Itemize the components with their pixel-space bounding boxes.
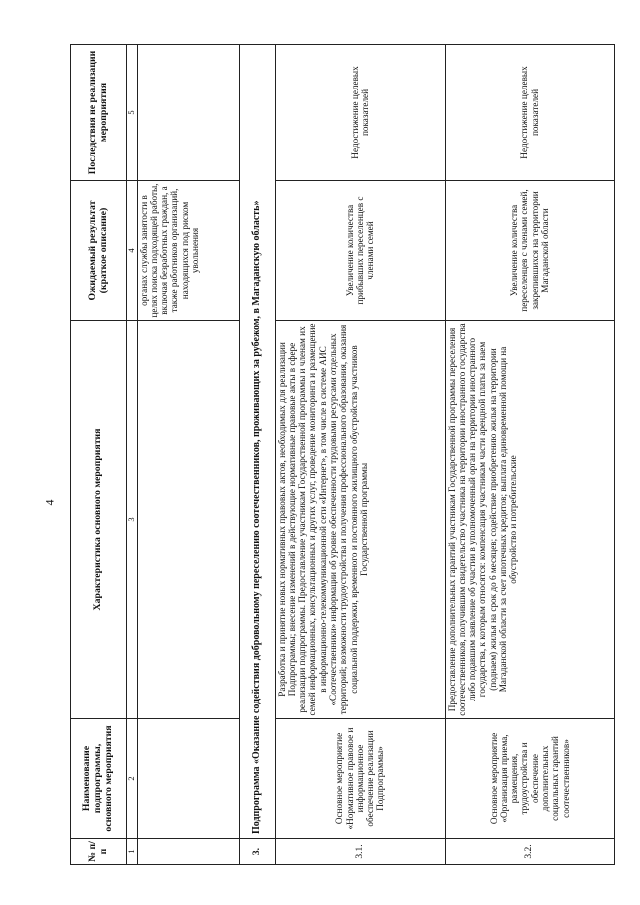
table-row <box>275 45 445 865</box>
rotated-table-container <box>70 45 615 865</box>
col-number: 5 <box>127 45 138 181</box>
table-header-row <box>71 45 127 865</box>
carry-result-cell: органах службы занятости в целях поиска подходящей работы, включая безработных граждан, а также работников организаций, находящихся под риском увольнения <box>137 181 239 321</box>
header-name: Наименование подпрограммы, основного мероприятия <box>71 719 127 839</box>
subprogram-num: 3. <box>239 839 275 865</box>
carry-over-row <box>137 45 239 865</box>
column-number-row <box>127 45 138 865</box>
header-consequences: Последствия не реализации мероприятия <box>71 45 127 181</box>
carry-name-cell <box>137 719 239 839</box>
row-result: Увеличение количества переселенцев с членами семей, закрепившихся на территории Магаданской области <box>445 181 614 321</box>
page-number: 4 <box>42 499 57 506</box>
subprogram-title: Подпрограмма «Оказание содействия добровольному переселению соотечественников, проживающих за рубежом, в Магаданскую область» <box>239 45 275 839</box>
carry-consequences-cell <box>137 45 239 181</box>
row-name: Основное мероприятие «Нормативное правовое и информационное обеспечение реализации Подпрограммы» <box>275 719 445 839</box>
col-number: 4 <box>127 181 138 321</box>
table-row <box>445 45 614 865</box>
row-result: Увеличение количества прибывших переселенцев с членами семей <box>275 181 445 321</box>
subprogram-row <box>239 45 275 865</box>
row-num: 3.2. <box>445 839 614 865</box>
row-consequences: Недостижение целевых показателей <box>445 45 614 181</box>
row-characteristic: Предоставление дополнительных гарантий участникам Государственной программы переселения соотечественников, получившим свидетельство участника на территории иностранного государства либо подавшим заявление об участии в уполномоченный орган на территории иностранного государства, к которым относятся: компенсация участникам части арендной платы за наем (поднаем) жилья на срок до 6 месяцев; содействие приобретению жилья на территории Магаданской области за счет ипотечных кредитов; выплата единовременной помощи на обустройство и потребительские <box>445 321 614 719</box>
measures-table <box>70 44 615 865</box>
header-result: Ожидаемый результат (краткое описание) <box>71 181 127 321</box>
header-characteristic: Характеристика основного мероприятия <box>71 321 127 719</box>
col-number: 3 <box>127 321 138 719</box>
col-number: 2 <box>127 719 138 839</box>
row-num: 3.1. <box>275 839 445 865</box>
col-number: 1 <box>127 839 138 865</box>
row-name: Основное мероприятие «Организация приема, размещения, трудоустройства и обеспечение дополнительных социальных гарантий соотечественников» <box>445 719 614 839</box>
row-characteristic: Разработка и принятие новых нормативных правовых актов, необходимых для реализации Подпрограммы; внесение изменений в действующие нормативные правовые акты в сфере реализации подпрограммы. Предоставление участникам Государственной программы и членам их семей информационных, консультационных и других услуг, проведение мониторинга и размещение в информационно-телекоммуникационной сети «Интернет», в том числе в системе АИС «Соотечественники» информации об уровне обеспеченности трудовыми ресурсами отдельных территорий; возможности трудоустройства и получения профессионального образования, оказания социальной поддержки, временного и постоянного жилищного обустройства участников Государственной программы <box>275 321 445 719</box>
header-num: № п/п <box>71 839 127 865</box>
carry-num-cell <box>137 839 239 865</box>
carry-characteristic-cell <box>137 321 239 719</box>
row-consequences: Недостижение целевых показателей <box>275 45 445 181</box>
